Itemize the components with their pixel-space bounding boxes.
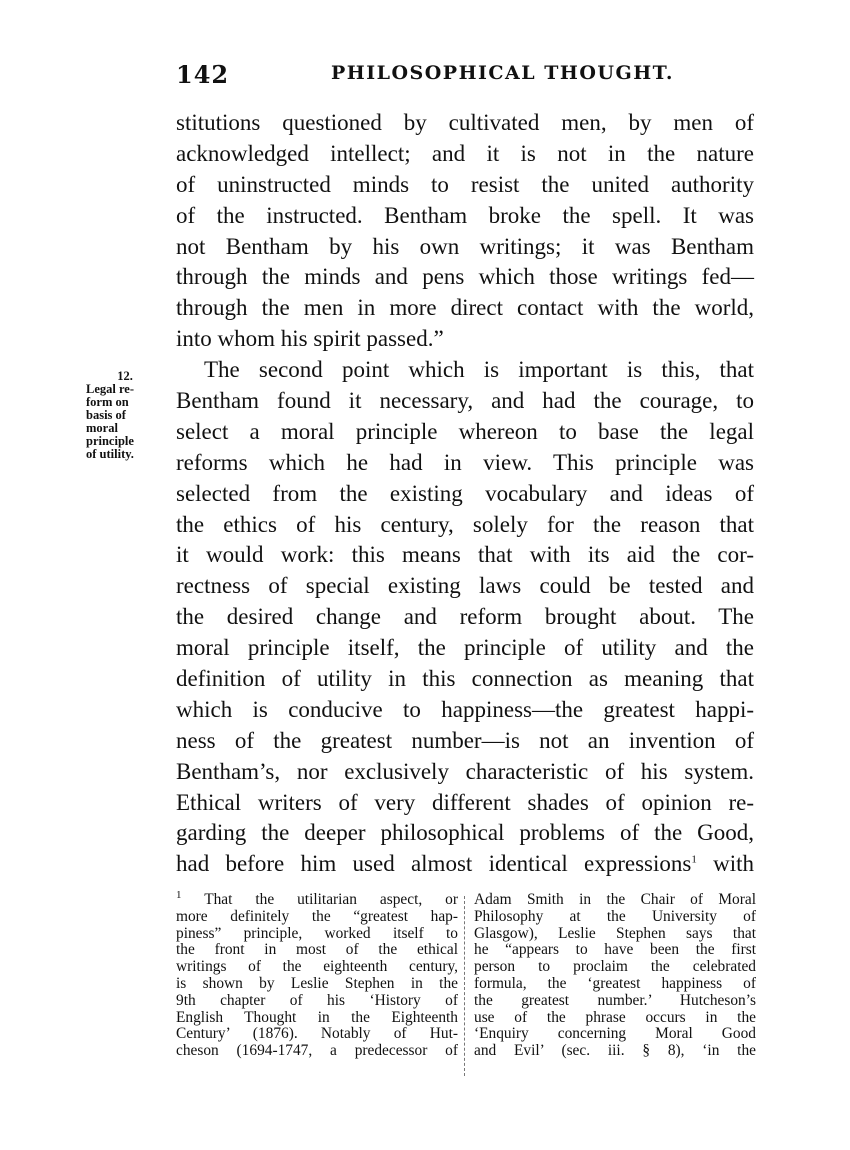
margin-note-line: moral bbox=[86, 421, 118, 435]
body-line-tail: with bbox=[696, 851, 755, 877]
footnote-line: more definitely the “greatest hap- bbox=[176, 907, 458, 925]
footnote-line: Century’ (1876). Notably of Hut- bbox=[176, 1025, 458, 1043]
footnote-reference[interactable]: 1 bbox=[691, 853, 697, 866]
body-line: select a moral principle whereon to base the legal bbox=[176, 418, 754, 444]
body-line-with-footnote-ref bbox=[176, 849, 754, 880]
margin-note-number: 12. bbox=[117, 369, 133, 383]
column-divider bbox=[464, 896, 465, 1076]
footnote-line: and Evil’ (sec. iii. § 8), ‘in the bbox=[474, 1042, 756, 1060]
margin-note-line: of utility. bbox=[86, 447, 134, 461]
margin-note bbox=[86, 370, 156, 461]
footnote-line-first bbox=[176, 888, 458, 909]
page-header bbox=[176, 60, 756, 90]
body-line: into whom his spirit passed.” bbox=[176, 326, 444, 352]
margin-note-line: principle bbox=[86, 434, 134, 448]
footnote-line: cheson (1694-1747, a predecessor of bbox=[176, 1042, 458, 1060]
running-title: PHILOSOPHICAL THOUGHT. bbox=[331, 62, 674, 84]
body-line: the desired change and reform brought about. The bbox=[176, 604, 754, 630]
body-line: stitutions questioned by cultivated men, by men of bbox=[176, 110, 754, 135]
footnote-line: ‘Enquiry concerning Moral Good bbox=[474, 1025, 756, 1043]
footnote-line: Adam Smith in the Chair of Moral bbox=[474, 891, 756, 908]
footnote-line: use of the phrase occurs in the bbox=[474, 1008, 756, 1026]
body-line: the ethics of his century, solely for the reason that bbox=[176, 511, 754, 537]
footnote-line: Glasgow), Leslie Stephen says that bbox=[474, 924, 756, 942]
body-line: rectness of special existing laws could be tested and bbox=[176, 573, 754, 599]
footnote-line: the greatest number.’ Hutcheson’s bbox=[474, 991, 756, 1009]
footnote-column-right bbox=[474, 892, 756, 1060]
footnote-line: Philosophy at the University of bbox=[474, 907, 756, 925]
body-line: definition of utility in this connection as meaning that bbox=[176, 666, 754, 692]
footnote-line: English Thought in the Eighteenth bbox=[176, 1008, 458, 1026]
footnote-line: he “appears to have been the first bbox=[474, 941, 756, 959]
body-line: ness of the greatest number—is not an invention of bbox=[176, 727, 754, 753]
footnote-line: formula, the ‘greatest happiness of bbox=[474, 974, 756, 992]
body-line: Bentham found it necessary, and had the courage, to bbox=[176, 388, 754, 414]
body-line: Bentham’s, nor exclusively characteristic of his system. bbox=[176, 758, 754, 784]
footnote-line: piness” principle, worked itself to bbox=[176, 924, 458, 942]
footnote-line: 9th chapter of his ‘History of bbox=[176, 991, 458, 1009]
footnote-line: is shown by Leslie Stephen in the bbox=[176, 974, 458, 992]
body-line: garding the deeper philosophical problems of the Good, bbox=[176, 820, 754, 846]
body-line: The second point which is important is this, that bbox=[204, 357, 754, 383]
margin-note-line: basis of bbox=[86, 408, 126, 422]
body-line: it would work: this means that with its aid the cor- bbox=[176, 542, 754, 568]
footnote-line: person to proclaim the celebrated bbox=[474, 958, 756, 976]
body-line: not Bentham by his own writings; it was Bentham bbox=[176, 233, 754, 259]
body-line: through the minds and pens which those writings fed— bbox=[176, 264, 754, 290]
footnote-marker: 1 bbox=[176, 888, 182, 901]
footnotes bbox=[176, 888, 756, 1082]
body-line-text: had before him used almost identical expressions bbox=[176, 851, 692, 877]
margin-note-line: Legal re- bbox=[86, 382, 135, 396]
body-line: Ethical writers of very different shades of opinion re- bbox=[176, 789, 754, 815]
body-line: reforms which he had in view. This principle was bbox=[176, 449, 754, 475]
margin-note-line: form on bbox=[86, 395, 129, 409]
footnote-column-left bbox=[176, 888, 458, 1060]
body-line: through the men in more direct contact with the world, bbox=[176, 295, 754, 321]
footnote-line: writings of the eighteenth century, bbox=[176, 958, 458, 976]
body-line: moral principle itself, the principle of utility and the bbox=[176, 635, 754, 661]
footnote-text: That the utilitarian aspect, or bbox=[204, 891, 458, 908]
page-number: 142 bbox=[176, 60, 230, 89]
body-line: acknowledged intellect; and it is not in the nature bbox=[176, 140, 754, 166]
body-line: selected from the existing vocabulary and ideas of bbox=[176, 480, 754, 506]
body-line: which is conducive to happiness—the greatest happi- bbox=[176, 696, 754, 722]
footnote-line: the front in most of the ethical bbox=[176, 941, 458, 959]
body-text bbox=[176, 108, 754, 880]
body-line: of uninstructed minds to resist the united authority bbox=[176, 171, 754, 197]
body-line: of the instructed. Bentham broke the spell. It was bbox=[176, 202, 754, 228]
